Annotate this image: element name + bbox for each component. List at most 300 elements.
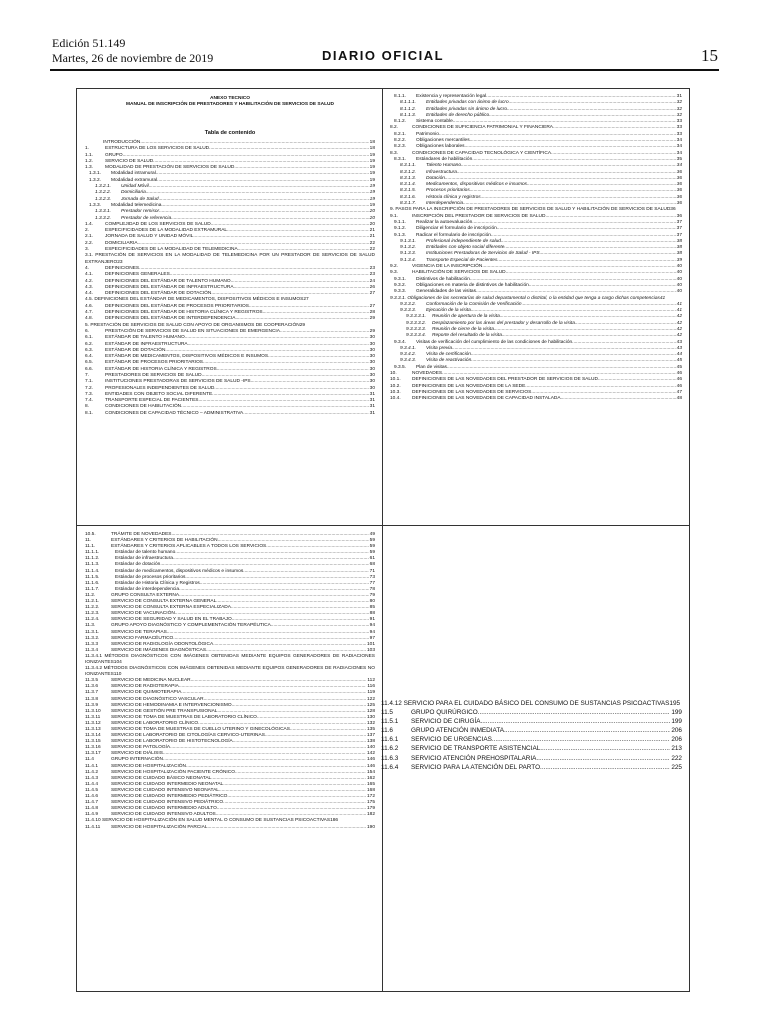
toc-entry-page: 40 <box>676 276 682 282</box>
toc-entry-number: 11.3. <box>85 623 96 629</box>
toc-entry-number: 9.3.3.3. <box>400 308 417 314</box>
toc-entry-page: 45 <box>676 364 682 370</box>
toc-entry-number: 11.4.8 <box>85 806 98 812</box>
toc-entry-page: 195 <box>669 700 681 707</box>
toc-entry-number: 11.6.4 <box>381 763 399 771</box>
toc-entry-number: 4.1. <box>85 272 94 278</box>
toc-entry-title: Entidades privadas con ánimo de lucro <box>426 100 509 106</box>
toc-entry-title: GRUPO QUIRÚRGICO <box>411 709 478 717</box>
toc-entry-title: SERVICIO DE PATOLOGÍA <box>111 745 171 751</box>
toc-entry-page: 31 <box>369 404 375 410</box>
toc-entry-number: 11.2.1. <box>85 599 100 605</box>
toc-entry-number: 11.3.7 <box>85 690 98 696</box>
toc-entry-number: 1.4. <box>85 221 94 227</box>
toc-entry-page: 46 <box>676 371 682 377</box>
toc-entry-title: CONDICIONES DE CAPACIDAD TÉCNICO – ADMINISTRATIVA <box>105 410 244 416</box>
toc-entry-title: SERVICIO DE TOMA DE MUESTRAS DE LABORATORIO CLÍNICO <box>111 714 257 720</box>
toc-entry-page: 77 <box>369 580 375 586</box>
toc-entry-title: SERVICIO DE URGENCIAS <box>411 736 492 744</box>
toc-entry-page: 30 <box>369 385 375 391</box>
toc-entry-number: 9.1.3.2. <box>400 245 417 251</box>
toc-entry-title: Estándar de interdependencia <box>115 586 180 592</box>
toc-entry-page: 116 <box>367 684 375 690</box>
toc-entry-title: SERVICIO ATENCIÓN PREHOSPITALARIA <box>411 754 537 762</box>
toc-entry-page: 85 <box>369 605 375 611</box>
toc-entry-title: Obligaciones laborales <box>416 144 465 150</box>
toc-entry-title: CONDICIONES DE SUFICIENCIA PATRIMONIAL Y FINANCIERA <box>412 125 553 131</box>
toc-entry-page: 179 <box>366 806 375 812</box>
toc-entry-number: 8.3.1.3. <box>400 175 417 181</box>
row-divider <box>76 525 690 526</box>
toc-entry-title: JORNADA DE SALUD Y UNIDAD MÓVIL <box>105 234 194 240</box>
toc-list <box>381 699 682 772</box>
toc-entry-number: 9.1.2. <box>394 226 407 232</box>
toc-entry-title: SERVICIO DE CUIDADO INTENSIVO NEONATAL <box>111 787 219 793</box>
toc-entry-number: 1.1. <box>85 152 94 158</box>
toc-entry-page: 43 <box>676 339 682 345</box>
toc-entry-title: Patrimonio <box>416 131 439 137</box>
toc-entry-title: Realizar la autoevaluación <box>416 219 473 225</box>
toc-entry-page: 27 <box>303 297 309 303</box>
toc-entry-page: 103 <box>366 647 375 653</box>
toc-entry-title: Estándares de habilitación <box>416 156 473 162</box>
toc-entry-title: Obligaciones de las secretarías de salud departamental o distrital, o la entidad que tenga a cargo dichas competencias <box>407 295 660 301</box>
toc-entry-page: 20 <box>369 215 375 221</box>
toc-entry-page: 112 <box>367 678 375 684</box>
toc-entry-title: Visita previa <box>426 345 453 351</box>
toc-entry-number: 11.4.3 <box>85 775 98 781</box>
toc-entry-title: Instituciones Prestadoras de Servicios de Salud - IPS <box>426 251 540 257</box>
toc-panel-bottom-right <box>381 699 682 772</box>
toc-entry-number: 9.3.3.3.2. <box>406 320 427 326</box>
toc-entry-number: 8.3.1.5. <box>400 188 417 194</box>
toc-entry-page: 40 <box>676 264 682 270</box>
toc-entry-number: 4.6. <box>85 303 94 309</box>
toc-entry-number: 11.4.11 <box>85 824 101 830</box>
toc-entry-page: 172 <box>366 794 375 800</box>
toc-entry[interactable] <box>390 396 682 402</box>
toc-entry-title: DEFINICIONES DEL ESTÁNDAR DE DOTACIÓN <box>105 291 212 297</box>
toc-entry-title: ESTÁNDAR DE DOTACIÓN <box>105 347 166 353</box>
toc-entry-title: GRUPO INTERNACIÓN <box>111 757 163 763</box>
toc-entry-title: Sistema contable <box>416 119 453 125</box>
toc-entry-page: 42 <box>676 326 682 332</box>
toc-entry-number: 1.3.3. <box>89 202 102 208</box>
toc-entry-title: Modalidad intramural <box>111 171 156 177</box>
toc-entry-number: 9.3.3.2. <box>400 301 417 307</box>
toc-entry-title: Historia clínica y registros <box>426 194 481 200</box>
toc-entry-page: 19 <box>369 177 375 183</box>
toc-entry-title: CONDICIONES DE HABILITACIÓN <box>105 404 182 410</box>
toc-entry-page: 182 <box>366 812 375 818</box>
toc-entry-page: 41 <box>676 308 682 314</box>
toc-entry-page: 38 <box>676 245 682 251</box>
newspaper-title: DIARIO OFICIAL <box>322 48 445 63</box>
toc-entry[interactable] <box>381 754 682 763</box>
toc-entry-page: 40 <box>676 289 682 295</box>
toc-entry[interactable] <box>381 717 682 726</box>
toc-entry-page: 30 <box>369 379 375 385</box>
toc-entry-page: 22 <box>369 247 375 253</box>
toc-entry-page: 175 <box>366 800 375 806</box>
toc-entry-page: 33 <box>676 119 682 125</box>
toc-entry-number: 1.3.2. <box>89 177 102 183</box>
toc-entry-page: 42 <box>676 333 682 339</box>
toc-entry-number: 11.3.1. <box>85 629 100 635</box>
toc-entry-number: 9.3.3.3.3. <box>406 326 427 332</box>
toc-entry-number: 2.1. <box>85 234 94 240</box>
toc-entry-page: 30 <box>369 354 375 360</box>
toc-entry-number: 1.3.3.2. <box>95 215 112 221</box>
toc-entry-page: 61 <box>369 556 375 562</box>
toc-entry-page: 59 <box>369 550 375 556</box>
toc-entry-page: 18 <box>369 146 375 152</box>
toc-dot-leader <box>536 754 670 763</box>
toc-entry-page: 31 <box>369 391 375 397</box>
toc-entry-page: 45 <box>676 358 682 364</box>
toc-entry-title: HABILITACIÓN DE SERVICIOS DE SALUD <box>412 270 506 276</box>
toc-entry-number: 10.1. <box>390 377 401 383</box>
toc-entry-title: SERVICIO DE CIRUGÍA <box>411 718 481 726</box>
toc-entry-number: 7.2. <box>85 385 94 391</box>
toc-entry-title: TRÁMITE DE NOVEDADES <box>111 532 172 537</box>
toc-entry-page: 41 <box>676 301 682 307</box>
toc-entry-title: Profesional independiente de salud <box>426 238 501 244</box>
toc-entry-number: 8.3.1.6. <box>400 194 417 200</box>
toc-entry-page: 19 <box>369 165 375 171</box>
toc-entry-title: SERVICIO DE HOSPITALIZACIÓN PACIENTE CRÓNICO <box>111 769 235 775</box>
toc-entry-number: 8.2. <box>390 125 399 131</box>
toc-entry-number: 4.7. <box>85 310 94 316</box>
toc-entry-page: 88 <box>369 611 375 617</box>
toc-entry-title: Existencia y representación legal <box>416 94 487 99</box>
toc-entry-page: 37 <box>676 219 682 225</box>
toc-entry-page: 43 <box>676 345 682 351</box>
toc-entry-page: 18 <box>369 140 375 145</box>
toc-entry-number: 1.3.2.2. <box>95 190 112 196</box>
toc-entry-title: Visita de certificación <box>426 352 471 358</box>
toc-entry-page: 30 <box>369 366 375 372</box>
toc-entry-page: 165 <box>366 781 375 787</box>
toc-panel-top-right <box>390 94 682 403</box>
toc-entry-title: DEFINICIONES DEL ESTÁNDAR DE MEDICAMENTOS, DISPOSITIVOS MÉDICOS E INSUMOS <box>94 297 304 303</box>
page-header-left <box>52 36 213 66</box>
toc-entry-page: 21 <box>369 228 375 234</box>
toc-entry-page: 135 <box>366 727 375 732</box>
toc-entry-number: 4.4. <box>85 291 94 297</box>
toc-entry-title: Estándar de talento humano <box>115 550 176 556</box>
toc-entry-page: 23 <box>117 259 123 265</box>
toc-entry-number: 8.3.1.1. <box>400 163 417 169</box>
toc-entry-page: 137 <box>366 733 375 739</box>
toc-entry[interactable] <box>381 735 682 744</box>
toc-entry-number: 1.3.1. <box>89 171 102 177</box>
toc-entry-page: 125 <box>366 702 375 708</box>
toc-entry-number: 1.2. <box>85 158 94 164</box>
toc-entry-page: 31 <box>676 94 682 99</box>
toc-list <box>85 140 375 417</box>
toc-entry-title: DEFINICIONES DE LAS NOVEDADES DE CAPACIDAD INSTALADA <box>412 396 561 402</box>
toc-entry-title: PRESTACIÓN DE SERVICIOS DE SALUD EN SITUACIONES DE EMERGENCIA <box>105 328 280 334</box>
toc-entry-page: 38 <box>676 238 682 244</box>
toc-entry-title: MÉTODOS DIAGNÓSTICOS CON IMÁGENES OBTENIDAS MEDIANTE EQUIPOS GENERADORES DE RADIACIONES NO IONIZANTES <box>85 666 375 678</box>
toc-entry-title: ESTÁNDAR DE MEDICAMENTOS, DISPOSITIVOS MÉDICOS E INSUMOS <box>105 354 269 360</box>
toc-entry-title: SERVICIO DE CUIDADO INTERMEDIO PEDIÁTRICO <box>111 794 228 800</box>
page-number: 15 <box>701 46 718 65</box>
toc-entry-page: 30 <box>369 341 375 347</box>
toc-entry-page: 19 <box>369 184 375 190</box>
toc-entry-title: ESTRUCTURA DE LOS SERVICIOS DE SALUD <box>105 146 210 152</box>
toc-entry-title: Reporte del resultado de la visita <box>432 333 502 339</box>
toc-entry-page: 36 <box>676 182 682 188</box>
toc-entry-title: Estándar de procesos prioritarios <box>115 574 186 580</box>
toc-entry-number: 11.3.6 <box>85 684 98 690</box>
toc-entry-number: 9. <box>390 207 395 213</box>
toc-entry-page: 162 <box>366 775 375 781</box>
toc-entry-number: 6.4. <box>85 354 94 360</box>
toc-entry-number: 8.2.1. <box>394 131 407 137</box>
toc-entry-page: 47 <box>676 389 682 395</box>
toc-entry-page: 42 <box>676 320 682 326</box>
toc-entry-page: 37 <box>676 232 682 238</box>
toc-entry-page: 71 <box>369 568 375 574</box>
toc-entry-page: 27 <box>369 291 375 297</box>
manual-title: MANUAL DE INSCRIPCIÓN DE PRESTADORES Y HABILITACIÓN DE SERVICIOS DE SALUD <box>126 102 334 107</box>
toc-entry-page: 130 <box>366 714 375 720</box>
toc-entry-title: SERVICIO DE SALUD <box>105 158 154 164</box>
toc-entry-page: 206 <box>671 736 682 744</box>
toc-entry-number: 1.3.2.1. <box>95 184 112 190</box>
toc-entry[interactable] <box>85 654 375 666</box>
toc-entry-title: Entidades de derecho público <box>426 112 490 118</box>
toc-entry[interactable] <box>85 253 375 266</box>
toc-entry-page: 20 <box>369 209 375 215</box>
toc-entry-title: ESTÁNDAR DE HISTORIA CLÍNICA Y REGISTROS <box>105 366 217 372</box>
toc-entry-title: Plan de visitas <box>416 364 447 370</box>
toc-entry-title: SERVICIO DE SEGURIDAD Y SALUD EN EL TRABAJO <box>111 617 232 623</box>
toc-entry-title: PRESTADORES DE SERVICIOS DE SALUD <box>105 372 202 378</box>
toc-entry-number: 11.4.4 <box>85 781 98 787</box>
toc-entry-page: 29 <box>369 328 375 334</box>
toc-entry-number: 10.5. <box>85 532 96 537</box>
toc-entry-title: Talento Humano <box>426 163 462 169</box>
toc-entry-title: SERVICIO DE LABORATORIO CLÍNICO <box>111 720 199 726</box>
toc-entry-number: 11.4.5 <box>85 787 98 793</box>
toc-entry-page: 46 <box>676 383 682 389</box>
toc-entry-page: 23 <box>369 272 375 278</box>
toc-entry-title: ESTÁNDARES Y CRITERIOS APLICABLES A TODOS LOS SERVICIOS <box>111 544 267 550</box>
toc-entry-title: INSTITUCIONES PRESTADORAS DE SERVICIOS DE SALUD -IPS <box>105 379 251 385</box>
toc-entry[interactable] <box>85 825 375 831</box>
toc-entry-number: 4.3. <box>85 284 94 290</box>
toc-entry-number: 11.4.7 <box>85 800 98 806</box>
toc-entry-number: 11.4.9 <box>85 812 98 818</box>
toc-entry-title: SERVICIO DE DIAGNÓSTICO VASCULAR <box>111 696 204 702</box>
toc-entry-title: Entidades con objeto social diferente <box>426 245 505 251</box>
toc-entry-page: 19 <box>369 158 375 164</box>
toc-entry-number: 7.1. <box>85 379 94 385</box>
toc-entry-page: 40 <box>676 282 682 288</box>
toc-entry-number: 11.2.2. <box>85 605 100 611</box>
column-divider <box>382 88 383 992</box>
toc-entry-number: 8.3.1.4. <box>400 182 417 188</box>
toc-entry[interactable] <box>381 726 682 735</box>
toc-entry-page: 104 <box>113 659 122 665</box>
toc-entry-page: 35 <box>676 156 682 162</box>
toc-entry-number: 1.3.2.3. <box>95 196 112 202</box>
toc-entry-page: 154 <box>366 769 375 775</box>
toc-entry-page: 19 <box>369 202 375 208</box>
toc-entry-title: PRESTACIÓN DE SERVICIOS EN LA MODALIDAD DE TELEMEDICINA POR UN PRESTADOR DE SERVICIOS DE SALUD EXTRANJERO <box>85 253 375 265</box>
toc-entry-number: 9.1.3.4. <box>400 257 417 263</box>
toc-entry-page: 48 <box>676 396 682 402</box>
toc-entry-number: 11.4.12 <box>381 700 402 707</box>
toc-entry-number: 11.6.3 <box>381 754 399 762</box>
toc-entry-number: 11.3.5 <box>85 678 98 684</box>
toc-entry-page: 21 <box>369 234 375 240</box>
toc-entry-title: Entidades privadas sin ánimo de lucro <box>426 106 508 112</box>
toc-entry[interactable] <box>85 411 375 417</box>
toc-entry-number: 1.3.3.1. <box>95 209 112 215</box>
toc-entry-page: 91 <box>369 617 375 623</box>
toc-entry-number: 8. <box>85 404 90 410</box>
toc-dot-leader <box>504 726 670 735</box>
toc-entry-number: 6.3. <box>85 347 94 353</box>
toc-entry-number: 11.3.4.2 <box>85 666 102 672</box>
toc-entry-number: 7.3. <box>85 391 94 397</box>
toc-entry-page: 94 <box>369 629 375 635</box>
toc-entry-page: 37 <box>676 226 682 232</box>
toc-entry-page: 34 <box>676 150 682 156</box>
toc-entry-number: 11.1. <box>85 544 96 550</box>
toc-entry[interactable] <box>381 699 682 708</box>
toc-entry-title: Reunión de apertura de la visita <box>432 314 500 320</box>
toc-entry-page: 30 <box>369 360 375 366</box>
toc-entry[interactable] <box>381 763 682 772</box>
toc-entry-page: 59 <box>369 544 375 550</box>
toc-entry-number: 9.3.3. <box>394 289 407 295</box>
toc-entry-title: PRESTACIÓN DE SERVICIOS DE SALUD CON APOYO DE ORGANISMOS DE COOPERACIÓN <box>90 322 300 328</box>
toc-entry-title: Unidad Móvil <box>121 184 149 190</box>
toc-entry-number: 8.1.1.2. <box>400 106 417 112</box>
toc-entry-number: 11.4.1 <box>85 763 98 769</box>
toc-entry-number: 9.3.4. <box>394 339 407 345</box>
toc-entry-number: 9.1.3.3. <box>400 251 417 257</box>
toc-entry-title: SERVICIO DE HEMODINAMIA E INTERVENCIONISMO <box>111 702 232 708</box>
toc-entry-title: SERVICIO DE LABORATORIO DE HISTOTECNOLOGÍA <box>111 739 233 745</box>
toc-dot-leader <box>478 708 671 717</box>
toc-entry-title: ESTÁNDARES Y CRITERIOS DE HABILITACIÓN <box>111 538 218 544</box>
toc-entry-number: 9.3.3.1. <box>390 295 407 301</box>
toc-entry-title: Interdependencia <box>426 201 464 207</box>
toc-entry-page: 101 <box>366 641 375 647</box>
toc-entry-title: Estándar de dotación <box>115 562 161 568</box>
toc-entry-number: 9.3.3.3.4. <box>406 333 427 339</box>
toc-dot-leader <box>492 735 670 744</box>
toc-entry-page: 32 <box>676 112 682 118</box>
toc-entry-page: 222 <box>671 754 682 762</box>
toc-entry-title: Obligaciones en materia de distintivos de habilitación <box>416 282 529 288</box>
toc-entry-number: 11.3.4.1 <box>85 653 102 659</box>
toc-entry-number: 5. <box>85 322 90 328</box>
toc-entry[interactable] <box>85 666 375 678</box>
toc-entry-page: 186 <box>330 818 339 824</box>
toc-dot-leader <box>208 825 366 831</box>
toc-entry-title: DOMICILIARIA <box>105 240 138 246</box>
toc-entry-title: SERVICIO DE CONSULTA EXTERNA ESPECIALIZADA <box>111 605 231 611</box>
toc-entry-title: Radicar el formulario de inscripción <box>416 232 491 238</box>
toc-entry-page: 128 <box>366 708 375 714</box>
toc-entry-title: SERVICIO FARMACÉUTICO <box>111 635 174 641</box>
toc-entry-number: 4.2. <box>85 278 94 284</box>
toc-entry-page: 42 <box>676 314 682 320</box>
toc-entry-number: 9.1. <box>390 213 399 219</box>
toc-entry-number: 9.1.1. <box>394 219 407 225</box>
toc-entry-number: 9.3.4.3. <box>400 358 417 364</box>
toc-entry-number: 11.3.3 <box>85 641 98 647</box>
toc-entry-page: 94 <box>369 623 375 629</box>
toc-entry-number: 11.2. <box>85 592 96 598</box>
toc-entry-number: 11.6 <box>381 727 393 735</box>
toc-entry-title: NOVEDADES <box>412 371 443 377</box>
toc-entry-page: 142 <box>366 751 375 757</box>
toc-entry-title: Jornada de Salud <box>121 196 159 202</box>
toc-entry-number: 10.2. <box>390 383 401 389</box>
toc-entry-title: Estándar de Historia Clínica y Registros <box>115 580 200 586</box>
toc-entry-number: 8.3. <box>390 150 399 156</box>
toc-entry-number: 8.3.1.7. <box>400 201 417 207</box>
toc-entry-title: Distintivos de habilitación <box>416 276 470 282</box>
toc-entry-page: 225 <box>671 763 682 771</box>
toc-entry-title: Estándar de infraestructura <box>115 556 173 562</box>
publication-date: Martes, 26 de noviembre de 2019 <box>52 51 214 65</box>
toc-entry-page: 19 <box>369 152 375 158</box>
toc-entry-number: 4.5. <box>85 297 94 303</box>
toc-panel-bottom-left <box>85 532 375 831</box>
toc-entry-title: CONDICIONES DE CAPACIDAD TECNOLÓGICA Y CIENTÍFICA <box>412 150 552 156</box>
toc-entry-page: 36 <box>676 213 682 219</box>
toc-entry-page: 34 <box>676 163 682 169</box>
toc-entry-title: SERVICIO DE LABORATORIO DE CITOLOGÍAS CERVICO-UTERINAS <box>111 733 265 739</box>
toc-entry-number: 11.5.1 <box>381 718 399 726</box>
toc-entry[interactable] <box>381 744 682 753</box>
toc-entry-title: DEFINICIONES DEL ESTÁNDAR DE INFRAESTRUCTURA <box>105 284 234 290</box>
toc-entry-title: SERVICIO DE DIÁLISIS <box>111 751 163 757</box>
toc-entry-page: 49 <box>369 532 375 537</box>
toc-entry[interactable] <box>381 708 682 717</box>
toc-entry-page: 79 <box>369 592 375 598</box>
toc-entry-title: SERVICIO DE CUIDADO BÁSICO NEONATAL <box>111 775 212 781</box>
toc-entry-title: PROFESIONALES INDEPENDIENTES DE SALUD <box>105 385 215 391</box>
toc-entry-page: 119 <box>367 690 375 696</box>
toc-entry-number: 11.1.4. <box>85 568 100 574</box>
toc-entry-title: SERVICIO PARA EL CUIDADO BÁSICO DEL CONSUMO DE SUSTANCIAS PSICOACTIVAS <box>403 700 670 707</box>
toc-entry-number: 11.3.2. <box>85 635 100 641</box>
toc-entry-page: 190 <box>366 824 375 830</box>
toc-entry-page: 40 <box>676 270 682 276</box>
toc-entry-title: DEFINICIONES DE LAS NOVEDADES DE LA SEDE <box>412 383 526 389</box>
toc-entry-number: 11.3.10 <box>85 708 101 714</box>
toc-entry-number: 9.3.3.3.1. <box>406 314 427 320</box>
toc-entry-title: ESTÁNDAR DE TALENTO HUMANO <box>105 335 185 341</box>
toc-entry-page: 28 <box>369 310 375 316</box>
toc-entry-title: SERVICIO DE IMÁGENES DIAGNÓSTICAS <box>111 647 207 653</box>
toc-entry-number: 11.3.9 <box>85 702 98 708</box>
toc-entry-title: SERVICIO DE GESTIÓN PRE TRANSFUSIONAL <box>111 708 218 714</box>
toc-entry-number: 8.3.1. <box>394 156 407 162</box>
toc-entry-number: 1.3. <box>85 165 94 171</box>
toc-entry-page: 36 <box>676 175 682 181</box>
